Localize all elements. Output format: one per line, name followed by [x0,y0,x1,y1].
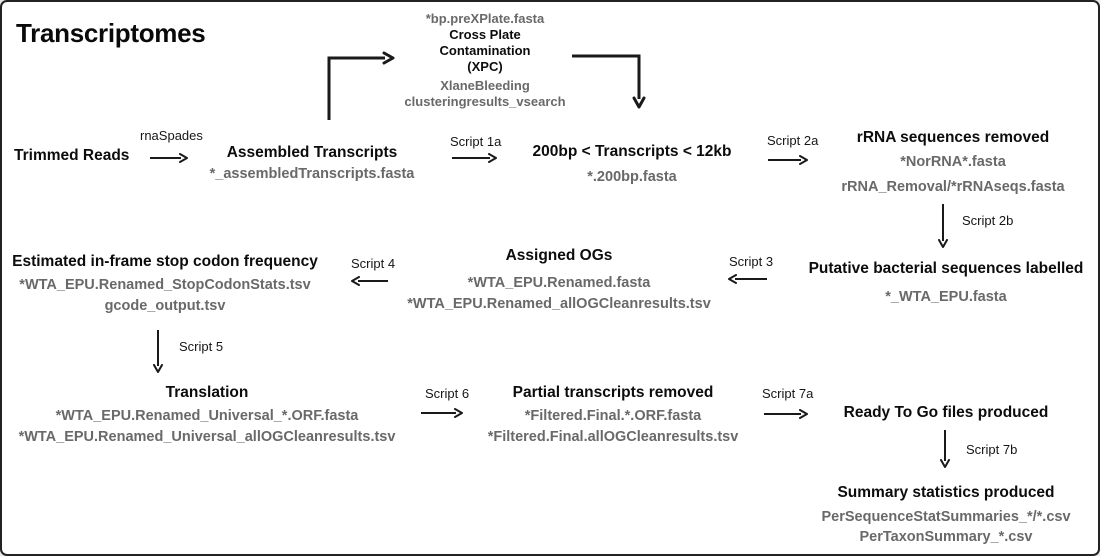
edge-label-script-6: Script 6 [425,386,470,401]
edge-label-rnaspades: rnaSpades [140,128,203,143]
node-file: PerTaxonSummary_*.csv [859,529,1033,545]
node-cross-plate-contamination [404,11,565,110]
page-title: Transcriptomes [16,18,206,48]
node-file: *WTA_EPU.Renamed_allOGCleanresults.tsv [407,296,711,312]
node-putative-bacterial [809,259,1084,308]
node-size-filtered [532,142,731,188]
node-title: Partial transcripts removed [512,384,714,401]
node-file: *_assembledTranscripts.fasta [209,166,415,182]
node-title: 200bp < Transcripts < 12kb [532,143,732,160]
node-title-line: (XPC) [467,59,503,74]
node-file: gcode_output.tsv [104,298,226,314]
node-file: *WTA_EPU.Renamed_Universal_allOGCleanresults.tsv [18,429,396,445]
edge-label-script-3: Script 3 [729,254,774,269]
node-title: rRNA sequences removed [856,129,1050,146]
edge-label-script-2a: Script 2a [767,133,819,148]
node-assigned-ogs [407,246,711,315]
node-title-line: Cross Plate [449,27,521,42]
node-file: *Filtered.Final.*.ORF.fasta [524,408,702,424]
arrow-from-xpc [572,56,639,99]
node-file: XlaneBleeding [440,78,530,93]
node-file: PerSequenceStatSummaries_*/*.csv [821,509,1071,525]
node-file: *WTA_EPU.Renamed_Universal_*.ORF.fasta [55,408,359,424]
node-file: *_WTA_EPU.fasta [885,289,1007,305]
node-trimmed-reads [14,146,129,166]
edge-label-script-7a: Script 7a [762,386,814,401]
node-file: rRNA_Removal/*rRNAseqs.fasta [841,179,1065,195]
node-title: Assigned OGs [505,247,613,264]
node-file: *WTA_EPU.Renamed.fasta [467,275,651,291]
node-file: clusteringresults_vsearch [404,94,566,109]
node-title: Trimmed Reads [14,147,130,164]
node-summary-statistics [821,483,1070,547]
node-input-file: *bp.preXPlate.fasta [425,11,545,26]
node-title: Ready To Go files produced [843,404,1049,421]
node-file: *WTA_EPU.Renamed_StopCodonStats.tsv [19,277,311,293]
node-stop-codon-frequency [12,252,318,317]
node-title: Putative bacterial sequences labelled [808,260,1084,277]
node-rrna-removed [841,128,1064,200]
edge-label-script-4: Script 4 [351,256,396,271]
edge-label-script-2b: Script 2b [962,213,1014,228]
node-file: *.200bp.fasta [587,169,677,185]
edge-label-script-1a: Script 1a [450,134,502,149]
edge-label-script-7b: Script 7b [966,442,1018,457]
arrow-to-xpc [329,58,385,120]
node-file: *Filtered.Final.allOGCleanresults.tsv [487,429,739,445]
node-file: *NorRNA*.fasta [900,154,1006,170]
node-title: Assembled Transcripts [226,144,398,161]
edge-label-script-5: Script 5 [179,339,224,354]
node-translation [19,383,396,448]
node-assembled-transcripts [210,143,415,185]
node-ready-to-go [844,403,1049,423]
node-title: Summary statistics produced [837,484,1055,501]
node-title: Estimated in-frame stop codon frequency [12,253,318,270]
node-title: Translation [165,384,249,401]
node-partial-transcripts-removed [488,383,739,448]
node-title-line: Contamination [439,43,531,58]
